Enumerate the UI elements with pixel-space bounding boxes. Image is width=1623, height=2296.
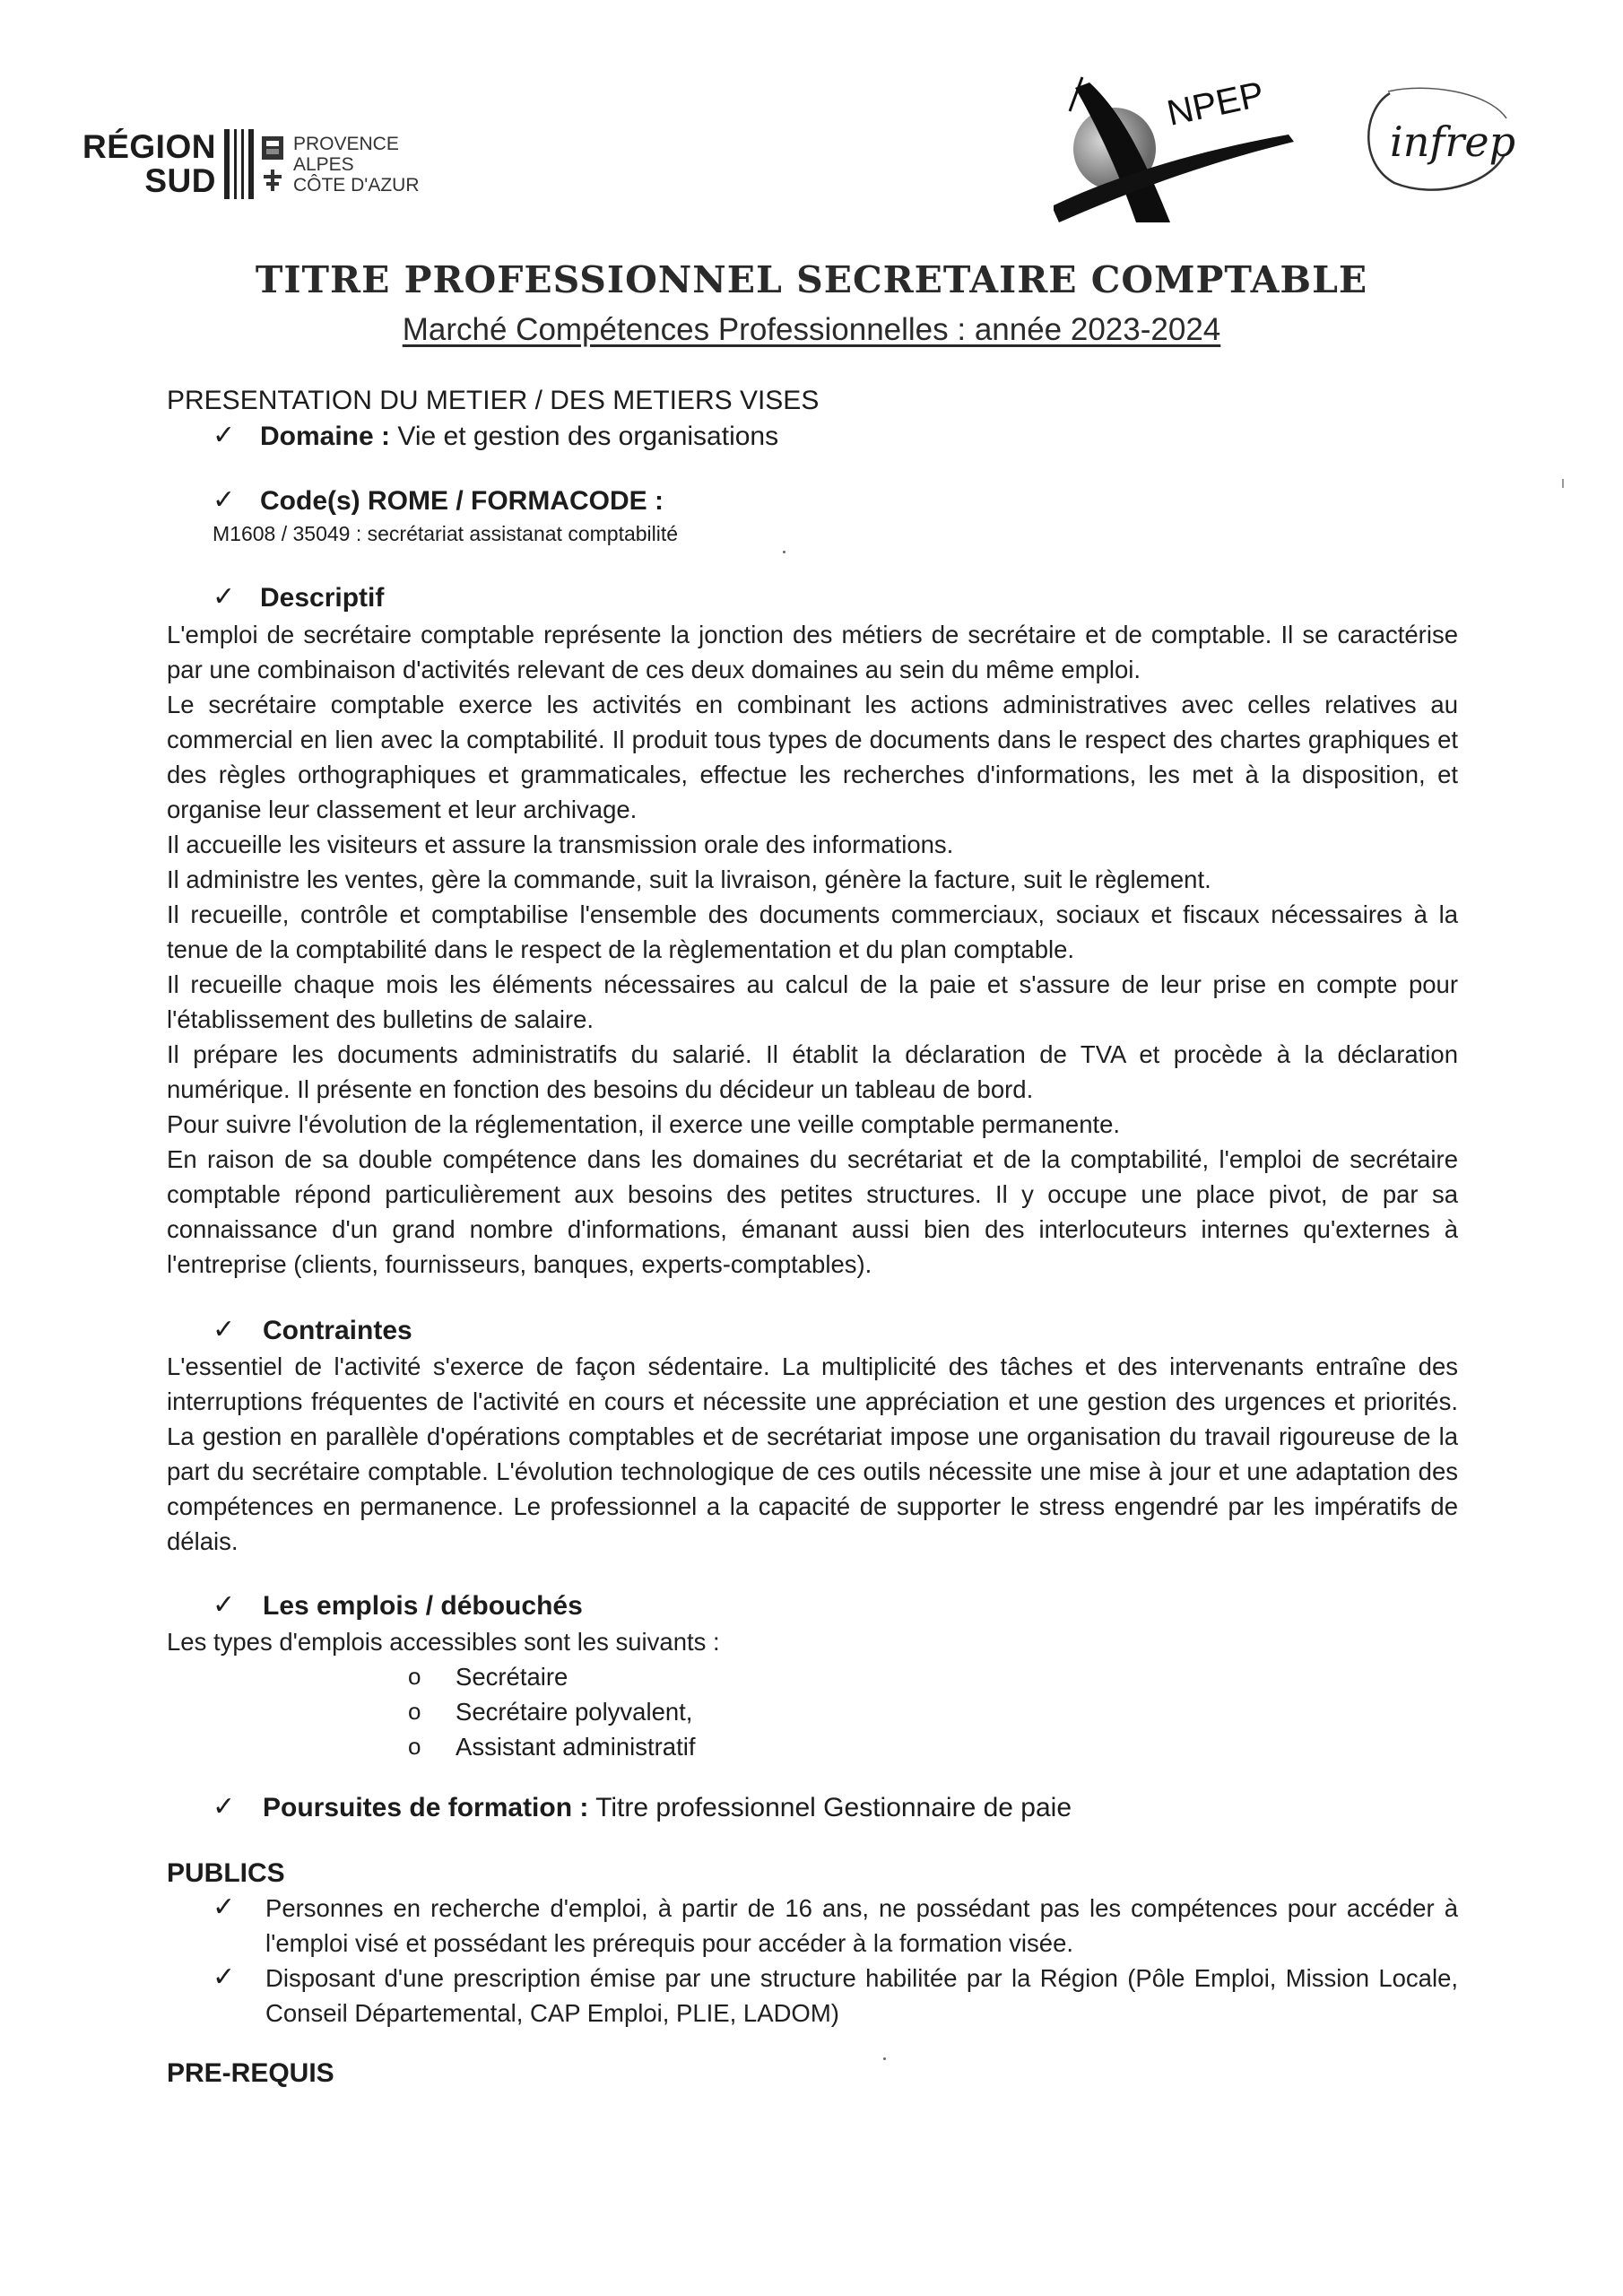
descriptif-paragraph-4: Il administre les ventes, gère la commande, suit la livraison, génère la facture, suit le règlement. — [167, 865, 1211, 893]
region-emblem-icon — [261, 135, 284, 193]
descriptif-paragraph-7: Il prépare les documents administratifs du salarié. Il établit la déclaration de TVA et procède à la déclaration numérique. Il présente en fonction des besoins du décideur un tableau de bord. — [167, 1040, 1458, 1103]
contraintes-label: Contraintes — [263, 1316, 412, 1345]
region-sud-logo — [82, 124, 419, 204]
contraintes-text: L'essentiel de l'activité s'exerce de façon sédentaire. La multiplicité des tâches et des intervenants entraîne des interruptions fréquentes de l'activité en cours et nécessite une appréciation et une gestion des urgences et priorités. La gestion en parallèle d'opérations comptables et de secrétariat impose une organisation du travail rigoureuse de la part du secrétaire comptable. L'évolution technologique de ces outils nécessite une mise à jour et une adaptation des compétences en permanence. Le professionnel a la capacité de supporter le stress engendré par les impératifs de délais. — [167, 1352, 1458, 1555]
descriptif-label: Descriptif — [260, 583, 385, 613]
poursuites-line — [263, 1790, 1072, 1825]
check-icon: ✓ — [213, 1892, 236, 1922]
region-logo-subtitle: PROVENCE ALPES CÔTE D'AZUR — [292, 133, 420, 196]
emploi-item: Assistant administratif — [456, 1733, 696, 1761]
presentation-heading: PRESENTATION DU METIER / DES METIERS VISES — [167, 386, 820, 415]
check-icon: ✓ — [213, 1590, 236, 1620]
domaine-line — [260, 419, 778, 454]
descriptif-paragraph-1: L'emploi de secrétaire comptable représente la jonction des métiers de secrétaire et de comptable. Il se caractérise par une combinaison d'activités relevant de ces deux domaines au sein du même emploi. — [167, 621, 1458, 683]
emploi-item: Secrétaire — [456, 1663, 568, 1691]
descriptif-paragraph-5: Il recueille, contrôle et comptabilise l'ensemble des documents commerciaux, sociaux et fiscaux nécessaires à la tenue de la comptabilité dans le respect de la règlementation et du plan comptable. — [167, 900, 1458, 963]
circle-bullet-icon: o — [408, 1733, 421, 1760]
descriptif-paragraph-2: Le secrétaire comptable exerce les activités en combinant les actions administratives avec celles relatives au commercial en lien avec la comptabilité. Il produit tous types de documents dans le respect des chartes graphiques et des règles orthographiques et grammaticales, effectue les recherches d'informations, les met à la disposition, et organise leur classement et leur archivage. — [167, 691, 1458, 823]
circle-bullet-icon: o — [408, 1698, 421, 1725]
circle-bullet-icon: o — [408, 1663, 421, 1690]
check-icon: ✓ — [213, 1962, 236, 1992]
publics-heading: PUBLICS — [167, 1858, 285, 1888]
descriptif-paragraph-9: En raison de sa double compétence dans les domaines du secrétariat et de la comptabilité, l'emploi de secrétaire comptable répond particulièrement aux besoins des petites structures. Il y occupe une place pivot, de par sa connaissance d'un grand nombre d'informations, émanant aussi bien des interlocuteurs internes qu'externes à l'entreprise (clients, fournisseurs, banques, experts-comptables). — [167, 1145, 1458, 1278]
region-logo-line1: RÉGION — [82, 128, 216, 165]
check-icon: ✓ — [213, 1315, 236, 1344]
region-logo-line2: SUD — [144, 162, 216, 199]
poursuites-value: Titre professionnel Gestionnaire de paie — [588, 1793, 1072, 1822]
infrep-logo — [1354, 83, 1515, 199]
descriptif-paragraph-3: Il accueille les visiteurs et assure la transmission orale des informations. — [167, 831, 954, 858]
domaine-label: Domaine : — [260, 422, 391, 451]
descriptif-paragraph-6: Il recueille chaque mois les éléments nécessaires au calcul de la paie et s'assure de leur prise en compte pour l'établissement des bulletins de salaire. — [167, 970, 1458, 1033]
region-bars-icon — [224, 129, 254, 199]
npep-logo — [1054, 72, 1323, 226]
publics-item-1: Personnes en recherche d'emploi, à partir de 16 ans, ne possédant pas les compétences pour accéder à l'emploi visé et possédant les prérequis pour accéder à la formation visée. — [265, 1894, 1458, 1957]
descriptif-paragraph-8: Pour suivre l'évolution de la réglementation, il exerce une veille comptable permanente. — [167, 1110, 1121, 1138]
npep-logo-text: NPEP — [1163, 74, 1268, 134]
check-icon: ✓ — [213, 421, 236, 450]
poursuites-label: Poursuites de formation : — [263, 1793, 589, 1822]
check-icon: ✓ — [213, 582, 236, 612]
code-value: M1608 / 35049 : secrétariat assistanat comptabilité — [213, 522, 679, 545]
check-icon: ✓ — [213, 485, 236, 515]
document-title: TITRE PROFESSIONNEL SECRETAIRE COMPTABLE — [255, 258, 1368, 301]
check-icon: ✓ — [213, 1792, 236, 1822]
emplois-intro: Les types d'emplois accessibles sont les suivants : — [167, 1628, 720, 1656]
infrep-logo-text: infrep — [1390, 117, 1515, 166]
domaine-value: Vie et gestion des organisations — [390, 422, 779, 451]
emplois-label: Les emplois / débouchés — [263, 1591, 583, 1621]
publics-item-2: Disposant d'une prescription émise par une structure habilitée par la Région (Pôle Emploi, Mission Locale, Conseil Départemental, CAP Emploi, PLIE, LADOM) — [265, 1964, 1458, 2027]
code-label: Code(s) ROME / FORMACODE : — [260, 486, 664, 516]
document-subtitle: Marché Compétences Professionnelles : année 2023-2024 — [402, 312, 1221, 347]
emploi-item: Secrétaire polyvalent, — [456, 1698, 693, 1726]
prerequis-heading: PRE-REQUIS — [167, 2058, 334, 2088]
